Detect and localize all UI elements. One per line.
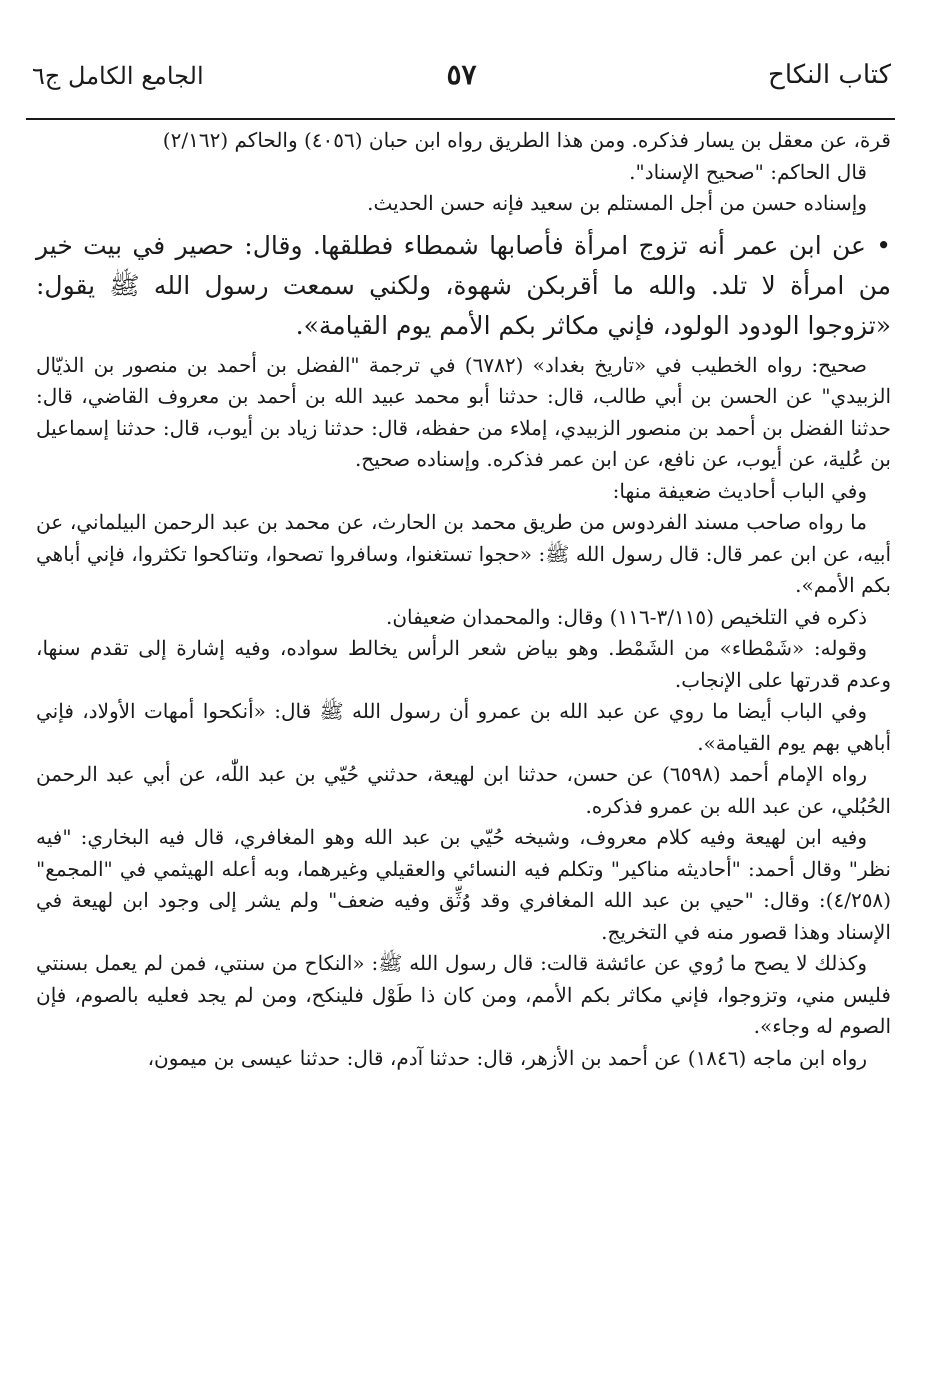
- paragraph-hadith-main: • عن ابن عمر أنه تزوج امرأة فأصابها شمطاء فطلقها. وقال: حصير في بيت خير من امرأة لا تلد. والله ما أقربكن شهوة، ولكني سمعت رسول الله ﷺ يقول: «تزوجوا الودود الولود، فإني مكاثر بكم الأمم يوم القيامة».: [36, 230, 891, 340]
- paragraph-abdullah-amr: وفي الباب أيضا ما روي عن عبد الله بن عمرو أن رسول الله ﷺ قال: «أنكحوا أمهات الأولاد، فإني أباهي بهم يوم القيامة».: [36, 699, 891, 755]
- page-header: [32, 56, 891, 100]
- paragraph-shamta-meaning: وقوله: «شَمْطاء» من الشَمْط. وهو بياض شعر الرأس يخالط سواده، وفيه إشارة إلى تقدم سنها، وعدم قدرتها على الإنجاب.: [36, 636, 891, 692]
- paragraph-ibn-majah: رواه ابن ماجه (١٨٤٦) عن أحمد بن الأزهر، قال: حدثنا آدم، قال: حدثنا عيسى بن ميمون،: [147, 1045, 867, 1070]
- running-header-volume: الجامع الكامل ج٦: [32, 62, 204, 90]
- paragraph-talkhis: ذكره في التلخيص (٣/١١٥-١١٦) وقال: والمحمدان ضعيفان.: [386, 604, 867, 629]
- paragraph-firdaws: ما رواه صاحب مسند الفردوس من طريق محمد بن الحارث، عن محمد بن عبد الرحمن البيلماني، عن أبيه، عن ابن عمر قال: قال رسول الله ﷺ: «حجوا تستغنوا، وسافروا تصحوا، وتناكحوا تكثروا، فإني أباهي بكم الأمم».: [36, 510, 891, 597]
- running-header-book-title: كتاب النكاح: [768, 60, 891, 90]
- page-number: ٥٧: [446, 58, 477, 91]
- header-rule: [26, 118, 895, 120]
- page-body: [36, 125, 891, 1074]
- paragraph-ibn-lahia-critique: وفيه ابن لهيعة وفيه كلام معروف، وشيخه حُيّي بن عبد الله وهو المغافري، قال فيه البخاري: "فيه نظر" وقال أحمد: "أحاديثه مناكير" وتكلم فيه النسائي والعقيلي وغيرهما، وبه أعله الهيثمي في "المجمع" (٤/٢٥٨): وقال: "حيي بن عبد الله المغافري وقد وُثِّق وفيه ضعف" ولم يشر إلى وجود ابن لهيعة في الإسناد وهذا قصور منه في التخريج.: [36, 825, 891, 944]
- paragraph-isnad-grade: وإسناده حسن من أجل المستلم بن سعيد فإنه حسن الحديث.: [367, 191, 867, 215]
- paragraph-ahmad-narration: رواه الإمام أحمد (٦٥٩٨) عن حسن، حدثنا ابن لهيعة، حدثني حُيّي بن عبد اللّٰه، عن أبي عبد الرحمن الحُبُلي، عن عبد الله بن عمرو فذكره.: [36, 762, 891, 818]
- paragraph-weak-intro: وفي الباب أحاديث ضعيفة منها:: [612, 478, 867, 503]
- paragraph-hakim-ruling: قال الحاكم: "صحيح الإسناد".: [629, 159, 867, 184]
- paragraph-takhrij-khatib: صحيح: رواه الخطيب في «تاريخ بغداد» (٦٧٨٢) في ترجمة "الفضل بن أحمد بن منصور بن الذيّال الزبيدي" عن الحسن بن أبي طالب، قال: حدثنا أبو محمد عبيد الله بن أحمد بن معروف القاضي، قال: حدثنا الفضل بن أحمد بن منصور الزبيدي، إملاء من حفظه، قال: حدثنا زياد بن أيوب، قال: حدثنا إسماعيل بن عُلية، عن أيوب، عن نافع، عن ابن عمر فذكره. وإسناده صحيح.: [36, 352, 891, 471]
- paragraph-continuation: قرة، عن معقل بن يسار فذكره. ومن هذا الطريق رواه ابن حبان (٤٠٥٦) والحاكم (٢/١٦٢): [162, 128, 891, 152]
- paragraph-aisha-narration: وكذلك لا يصح ما رُوي عن عائشة قالت: قال رسول الله ﷺ: «النكاح من سنتي، فمن لم يعمل بسنتي فليس مني، وتزوجوا، فإني مكاثر بكم الأمم، ومن كان ذا طَوْل فلينكح، ومن لم يجد فعليه بالصوم، فإن الصوم له وجاء».: [36, 951, 891, 1038]
